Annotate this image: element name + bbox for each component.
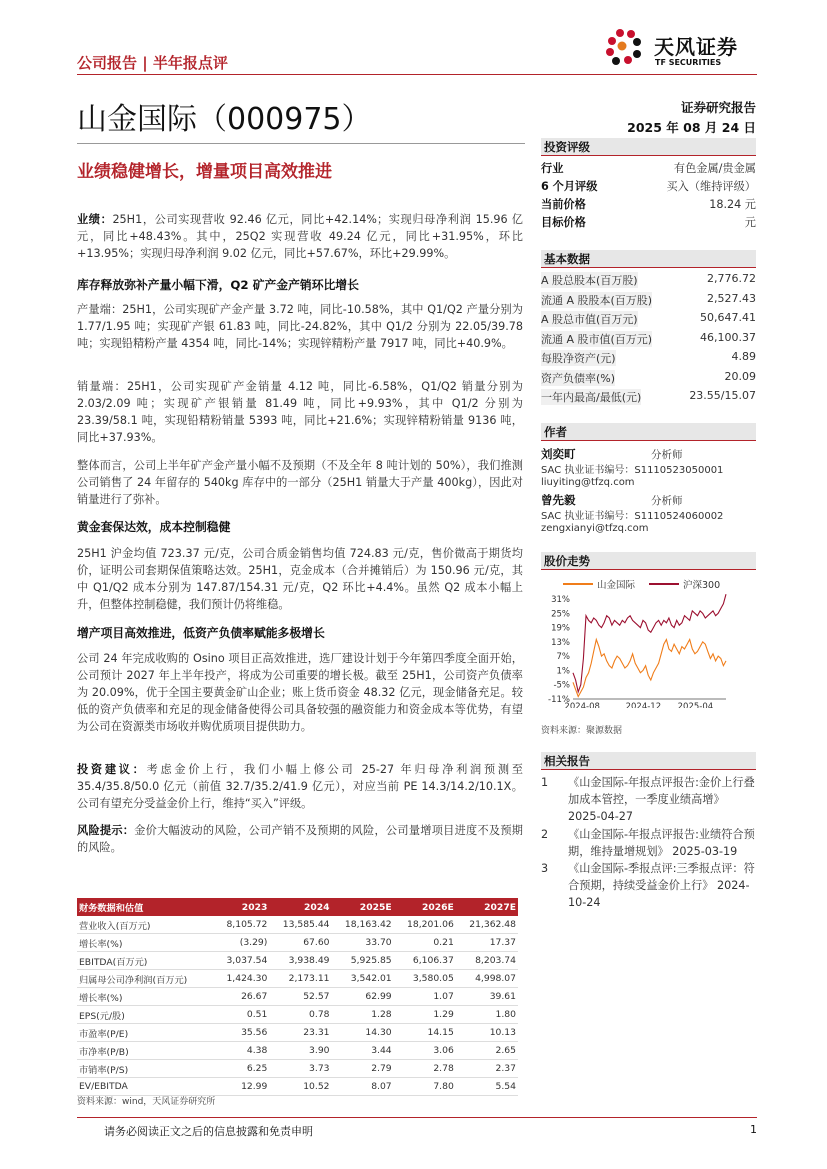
financial-row-label: EPS(元/股) [77,1006,214,1024]
header-rule [77,74,757,75]
basic-data-row [541,370,756,386]
related-report-item[interactable] [541,826,758,860]
financial-cell: 26.67 [214,988,269,1006]
financial-row-label: 市销率(P/S) [77,1060,214,1078]
para-sales: 销量端：25H1，公司实现矿产金销量 4.12 吨，同比-6.58%，Q1/Q2 销量分别为 2.03/2.09 吨；实现矿产银销量 81.49 吨，同比+9.93%，其中 Q1/2 分别为 23.39/58.1 吨，实现铅精粉销量 5393 吨，同比+21.6%；实现锌精粉销量 9136 吨，同比+37.93%。 [77,380,523,444]
rating-row [541,196,756,212]
y-tick-label: 31% [551,595,570,605]
financial-cell: 39.61 [456,988,518,1006]
legend-label: 山金国际 [597,580,636,591]
fin-header-2024: 2024 [269,898,331,916]
basic-data-row [541,389,756,405]
author-cert: SAC 执业证书编号：S1110523050001 [541,465,724,476]
financial-cell: 14.30 [332,1024,394,1042]
title-rule [77,143,525,144]
brand-name-en: TF SECURITIES [655,58,722,67]
y-tick-label: 25% [551,609,570,620]
section-price-chart: 股价走势 [541,552,756,570]
financial-cell: 1.80 [456,1006,518,1024]
financial-cell: 2,173.11 [269,970,331,988]
section-basic-data: 基本数据 [541,250,756,268]
financial-cell: 1.29 [394,1006,456,1024]
financial-cell: 3,542.01 [332,970,394,988]
financial-cell: 5,925.85 [332,952,394,970]
financial-row [77,952,518,970]
related-report-number: 2 [541,828,549,841]
financial-cell: 2.79 [332,1060,394,1078]
financial-cell: 2.78 [394,1060,456,1078]
basic-data-row [541,311,756,327]
financial-row [77,1006,518,1024]
rating-row [541,214,756,230]
financial-cell: 4,998.07 [456,970,518,988]
rating-row [541,160,756,176]
financial-cell: 3.90 [269,1042,331,1060]
financial-cell: (3.29) [214,934,269,952]
x-tick-label: 2025-04 [677,702,714,708]
financial-row-label: EBITDA(百万元) [77,952,214,970]
legend-label: 沪深300 [683,580,721,591]
financial-cell: 8,105.72 [214,916,269,934]
brand-logo [604,27,764,73]
financial-cell: 2.37 [456,1060,518,1078]
financial-cell: 12.99 [214,1078,269,1096]
financial-cell: 4.38 [214,1042,269,1060]
financial-cell: 33.70 [332,934,394,952]
financial-cell: 0.78 [269,1006,331,1024]
financial-row [77,1024,518,1042]
financial-table [77,898,518,1096]
fin-header-2027e: 2027E [456,898,518,916]
basic-data-row [541,292,756,308]
heading-projects: 增产项目高效推进，低资产负债率赋能多极增长 [77,626,325,640]
financial-row-label: 归属母公司净利润(百万元) [77,970,214,988]
related-report-text: 《山金国际-年报点评报告:金价上行叠加成本管控，一季度业绩高增》 2025-04-27 [568,776,755,823]
financial-row-label: 市净率(P/B) [77,1042,214,1060]
y-tick-label: -5% [553,680,570,691]
financial-cell: 21,362.48 [456,916,518,934]
financial-cell: 18,163.42 [332,916,394,934]
para-risk [77,822,523,856]
financial-row-label: 增长率(%) [77,934,214,952]
financial-cell: 3,037.54 [214,952,269,970]
financial-cell: 0.51 [214,1006,269,1024]
financial-cell: 14.15 [394,1024,456,1042]
related-report-number: 3 [541,862,549,875]
financial-cell: 62.99 [332,988,394,1006]
financial-cell: 13,585.44 [269,916,331,934]
financial-cell: 1.07 [394,988,456,1006]
financial-cell: 35.56 [214,1024,269,1042]
basic-data-value: 46,100.37 [700,330,756,344]
basic-data-value: 4.89 [731,350,756,363]
financial-cell: 8.07 [332,1078,394,1096]
para-investment-lead: 投资建议： [77,763,147,776]
basic-data-row [541,272,756,288]
headline: 业绩稳健增长，增量项目高效推进 [77,162,332,182]
para-production: 产量端：25H1，公司实现矿产金产量 3.72 吨，同比-10.58%，其中 Q1/Q2 产量分别为 1.77/1.95 吨；实现矿产银 61.83 吨，同比-24.82%，其中 Q1/2 分别为 22.05/39.78 吨；实现铅精粉产量 4354 吨，同比-14%；实现锌精粉产量 7917 吨，同比+40.9%。 [77,303,523,350]
author-name: 曾先毅 [541,493,576,507]
page-number: 1 [750,1123,757,1136]
rating-value: 元 [744,216,756,229]
financial-cell: 18,201.06 [394,916,456,934]
financial-row [77,916,518,934]
rating-value: 买入（维持评级） [666,180,756,193]
rating-value: 有色金属/贵金属 [673,162,756,175]
financial-cell: 3,580.05 [394,970,456,988]
financial-row [77,1042,518,1060]
para-summary: 整体而言，公司上半年矿产金产量小幅不及预期（不及全年 8 吨计划的 50%），我们推测公司销售了 24 年留存的 540kg 库存中的一部分（25H1 销量大于产量 400kg），因此对销量进行了弥补。 [77,459,523,506]
tf-logo-icon [604,27,648,71]
financial-cell: 3,938.49 [269,952,331,970]
report-label: 证券研究报告 [680,100,756,115]
brand-name-cn: 天风证券 [654,35,738,59]
financial-row-label: EV/EBITDA [77,1078,214,1096]
financial-row-label: 市盈率(P/E) [77,1024,214,1042]
series-line-shanjin [573,640,726,697]
financial-row [77,1078,518,1096]
fin-header-2026e: 2026E [394,898,456,916]
x-tick-label: 2024-08 [564,702,600,708]
chart-source: 资料来源：聚源数据 [541,726,623,736]
para-performance [77,211,523,262]
x-tick-label: 2024-12 [625,702,662,708]
basic-data-row [541,350,756,366]
para-projects: 公司 24 年完成收购的 Osino 项目正高效推进，选厂建设计划于今年第四季度全面开始，公司预计 2027 年上半年投产，将成为公司重要的增长极。截至 25H1，公司资产负债率为 20.09%，优于全国主要黄金矿山企业；账上货币资金 48.32 亿元，现金储备充足。较低的资产负债率和充足的现金储备使得公司具备较强的融资能力和资金成本等优势，有望为公司在资源类市场收并购优质项目提供助力。 [77,652,523,733]
rating-key: 目标价格 [541,216,586,229]
related-report-text: 《山金国际-年报点评报告:业绩符合预期，维持量增规划》 2025-03-19 [568,828,755,858]
report-date: 2025 年 08 月 24 日 [627,120,756,135]
financial-cell: 7.80 [394,1078,456,1096]
author-role: 分析师 [651,449,683,461]
financial-row-label: 营业收入(百万元) [77,916,214,934]
author-role: 分析师 [651,495,683,507]
financial-cell: 8,203.74 [456,952,518,970]
basic-data-key: 流通 A 股股本(百万股) [541,293,653,307]
basic-data-row [541,331,756,347]
financial-row [77,1060,518,1078]
para-performance-lead: 业绩： [77,213,113,226]
basic-data-value: 2,776.72 [707,272,756,285]
financial-cell: 2.65 [456,1042,518,1060]
financial-source: 资料来源：wind，天风证券研究所 [77,1097,216,1107]
company-title: 山金国际（000975） [77,102,372,137]
financial-cell: 10.52 [269,1078,331,1096]
y-tick-label: 1% [556,666,570,677]
financial-cell: 3.06 [394,1042,456,1060]
financial-row [77,970,518,988]
rating-key: 6 个月评级 [541,180,598,193]
financial-cell: 17.37 [456,934,518,952]
financial-cell: 52.57 [269,988,331,1006]
author-name: 刘奕町 [541,447,576,461]
basic-data-value: 2,527.43 [707,291,756,305]
financial-row [77,934,518,952]
para-risk-text: 金价大幅波动的风险，公司产销不及预期的风险，公司量增项目进度不及预期的风险。 [77,824,523,854]
section-related: 相关报告 [541,752,756,770]
financial-cell: 6.25 [214,1060,269,1078]
para-investment-text: 考虑金价上行，我们小幅上修公司 25-27 年归母净利润预测至 35.4/35.8/50.0 亿元（前值 32.7/35.2/41.9 亿元），对应当前 PE 14.3/14.2/10.1X。公司有望充分受益金价上行，维持“买入”评级。 [77,763,523,810]
y-tick-label: 7% [556,652,570,663]
y-tick-label: 13% [551,637,570,648]
basic-data-key: 一年内最高/最低(元) [541,391,642,404]
heading-inventory: 库存释放弥补产量小幅下滑，Q2 矿产金产销环比增长 [77,278,359,292]
basic-data-key: 流通 A 股市值(百万元) [541,332,653,346]
related-report-text: 《山金国际-季报点评:三季报点评：符合预期，持续受益金价上行》 2024-10-24 [568,862,755,909]
financial-cell: 5.54 [456,1078,518,1096]
footer-disclaimer: 请务必阅读正文之后的信息披露和免责申明 [104,1125,313,1138]
fin-header-2023: 2023 [214,898,269,916]
financial-cell: 3.44 [332,1042,394,1060]
basic-data-value: 23.55/15.07 [689,389,756,402]
rating-row [541,178,756,194]
financial-cell: 10.13 [456,1024,518,1042]
basic-data-key: 每股净资产(元) [541,352,616,365]
basic-data-key: A 股总股本(百万股) [541,274,638,287]
price-chart [541,573,756,708]
rating-value: 18.24 元 [709,198,756,211]
financial-row-label: 增长率(%) [77,988,214,1006]
financial-cell: 1.28 [332,1006,394,1024]
basic-data-value: 50,647.41 [700,311,756,324]
para-performance-text: 25H1，公司实现营收 92.46 亿元，同比+42.14%；实现归母净利润 15.96 亿元，同比+48.43%。其中，25Q2 实现营收 49.24 亿元，同比+31.95%，环比+13.95%；实现归母净利润 9.02 亿元，同比+57.67%，环比+29.99%。 [77,213,523,260]
section-authors: 作者 [541,423,756,441]
author-email[interactable]: liuyiting@tfzq.com [541,477,635,488]
basic-data-value: 20.09 [724,369,756,383]
financial-cell: 67.60 [269,934,331,952]
para-risk-lead: 风险提示： [77,824,135,837]
fin-header-2025e: 2025E [332,898,394,916]
financial-cell: 6,106.37 [394,952,456,970]
basic-data-key: 资产负债率(%) [541,371,616,385]
y-tick-label: 19% [551,623,570,634]
related-report-item[interactable] [541,774,758,825]
financial-cell: 1,424.30 [214,970,269,988]
y-tick-label: -11% [548,695,570,705]
para-investment [77,761,523,812]
rating-key: 当前价格 [541,198,586,211]
rating-key: 行业 [541,162,564,175]
heading-hedging: 黄金套保达效，成本控制稳健 [77,520,231,534]
financial-cell: 3.73 [269,1060,331,1078]
financial-cell: 23.31 [269,1024,331,1042]
section-rating: 投资评级 [541,138,756,156]
related-report-item[interactable] [541,860,758,911]
financial-row [77,988,518,1006]
related-report-number: 1 [541,776,549,789]
basic-data-key: A 股总市值(百万元) [541,313,638,326]
footer-rule [77,1117,757,1118]
fin-header-label: 财务数据和估值 [77,898,214,916]
author-cert: SAC 执业证书编号：S1110524060002 [541,511,724,522]
author-email[interactable]: zengxianyi@tfzq.com [541,523,649,534]
financial-header-row [77,898,518,916]
report-type: 公司报告 | 半年报点评 [77,54,228,72]
para-hedging: 25H1 沪金均值 723.37 元/克，公司合质金销售均值 724.83 元/克，售价微高于期货均价，证明公司套期保值策略达效。25H1，克金成本（合并摊销后）为 150.96 元/克，其中 Q1/Q2 成本分别为 147.87/154.31 元/克，Q2 环比+4.4%。虽然 Q2 成本小幅上升，但整体控制稳健，我们预计仍将维稳。 [77,547,523,611]
financial-cell: 0.21 [394,934,456,952]
